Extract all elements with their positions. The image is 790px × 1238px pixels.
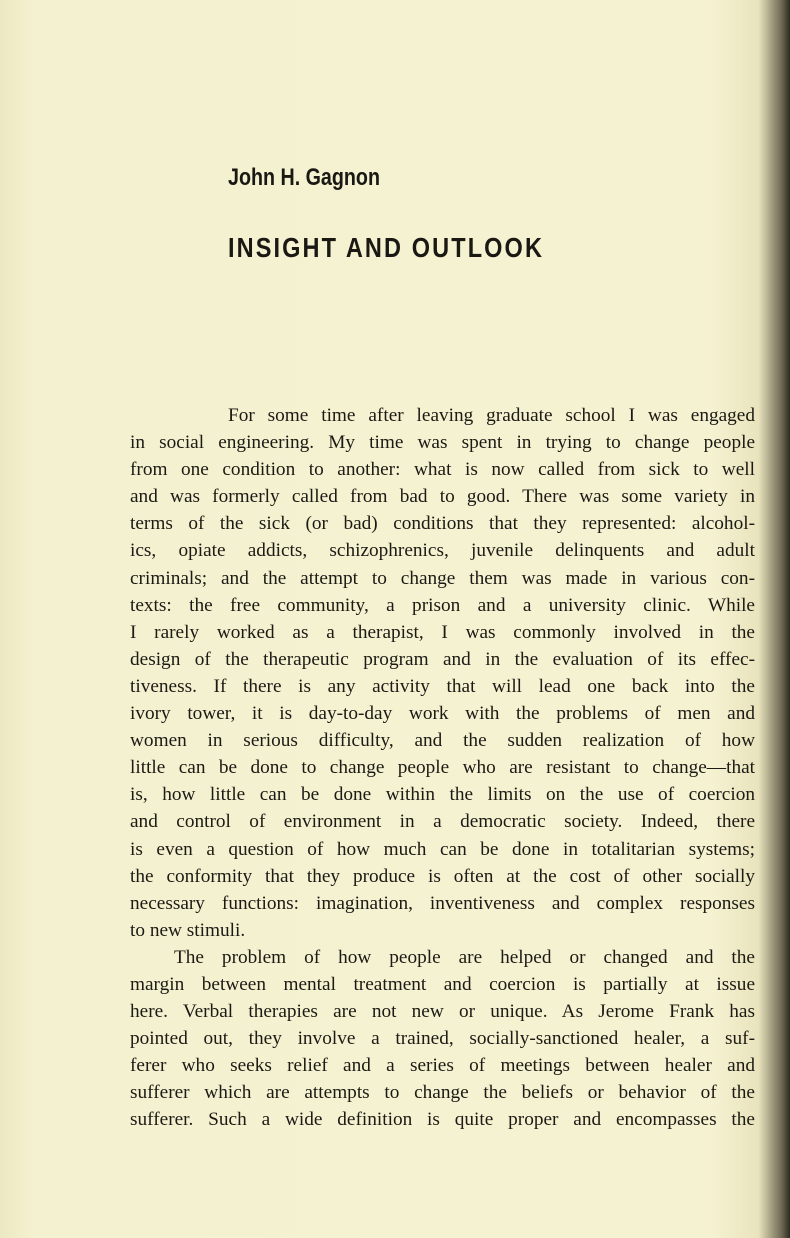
chapter-title: INSIGHT AND OUTLOOK <box>228 232 545 263</box>
paragraph-1 <box>130 402 755 944</box>
text-line: is, how little can be done within the limits on the use of coercion <box>130 784 755 806</box>
text-line: and was formerly called from bad to good. There was some variety in <box>130 486 755 508</box>
text-line: The problem of how people are helped or changed and the <box>174 946 755 968</box>
text-line: in social engineering. My time was spent in trying to change people <box>130 432 755 454</box>
text-line: ics, opiate addicts, schizophrenics, juvenile delinquents and adult <box>130 540 755 562</box>
text-line: ferer who seeks relief and a series of meetings between healer and <box>130 1055 755 1077</box>
paragraph-2 <box>130 944 755 1134</box>
text-line: I rarely worked as a therapist, I was commonly involved in the <box>130 621 755 643</box>
text-line: ivory tower, it is day-to-day work with the problems of men and <box>130 703 755 725</box>
text-line: women in serious difficulty, and the sudden realization of how <box>130 730 755 752</box>
author-name: John H. Gagnon <box>228 164 380 191</box>
body-text <box>130 402 755 1134</box>
text-line: from one condition to another: what is now called from sick to well <box>130 459 755 481</box>
text-line: here. Verbal therapies are not new or unique. As Jerome Frank has <box>130 1001 755 1023</box>
text-line: For some time after leaving graduate school I was engaged <box>228 405 755 426</box>
text-line: tiveness. If there is any activity that will lead one back into the <box>130 675 755 697</box>
text-line: terms of the sick (or bad) conditions that they represented: alcohol- <box>130 513 755 535</box>
text-line: margin between mental treatment and coercion is partially at issue <box>130 973 755 995</box>
text-line: necessary functions: imagination, inventiveness and complex responses <box>130 892 755 914</box>
text-line: the conformity that they produce is often at the cost of other socially <box>130 865 755 887</box>
text-line: sufferer. Such a wide definition is quite proper and encompasses the <box>130 1109 755 1131</box>
text-line: criminals; and the attempt to change them was made in various con- <box>130 567 755 589</box>
text-line: to new stimuli. <box>130 919 246 941</box>
text-line: design of the therapeutic program and in the evaluation of its effec- <box>130 648 755 670</box>
text-line: texts: the free community, a prison and a university clinic. While <box>130 594 755 616</box>
text-line: sufferer which are attempts to change the beliefs or behavior of the <box>130 1082 755 1104</box>
text-line: is even a question of how much can be done in totalitarian systems; <box>130 838 755 860</box>
text-line: and control of environment in a democratic society. Indeed, there <box>130 811 755 833</box>
text-line: pointed out, they involve a trained, socially-sanctioned healer, a suf- <box>130 1028 755 1050</box>
text-line: little can be done to change people who are resistant to change—that <box>130 757 755 779</box>
